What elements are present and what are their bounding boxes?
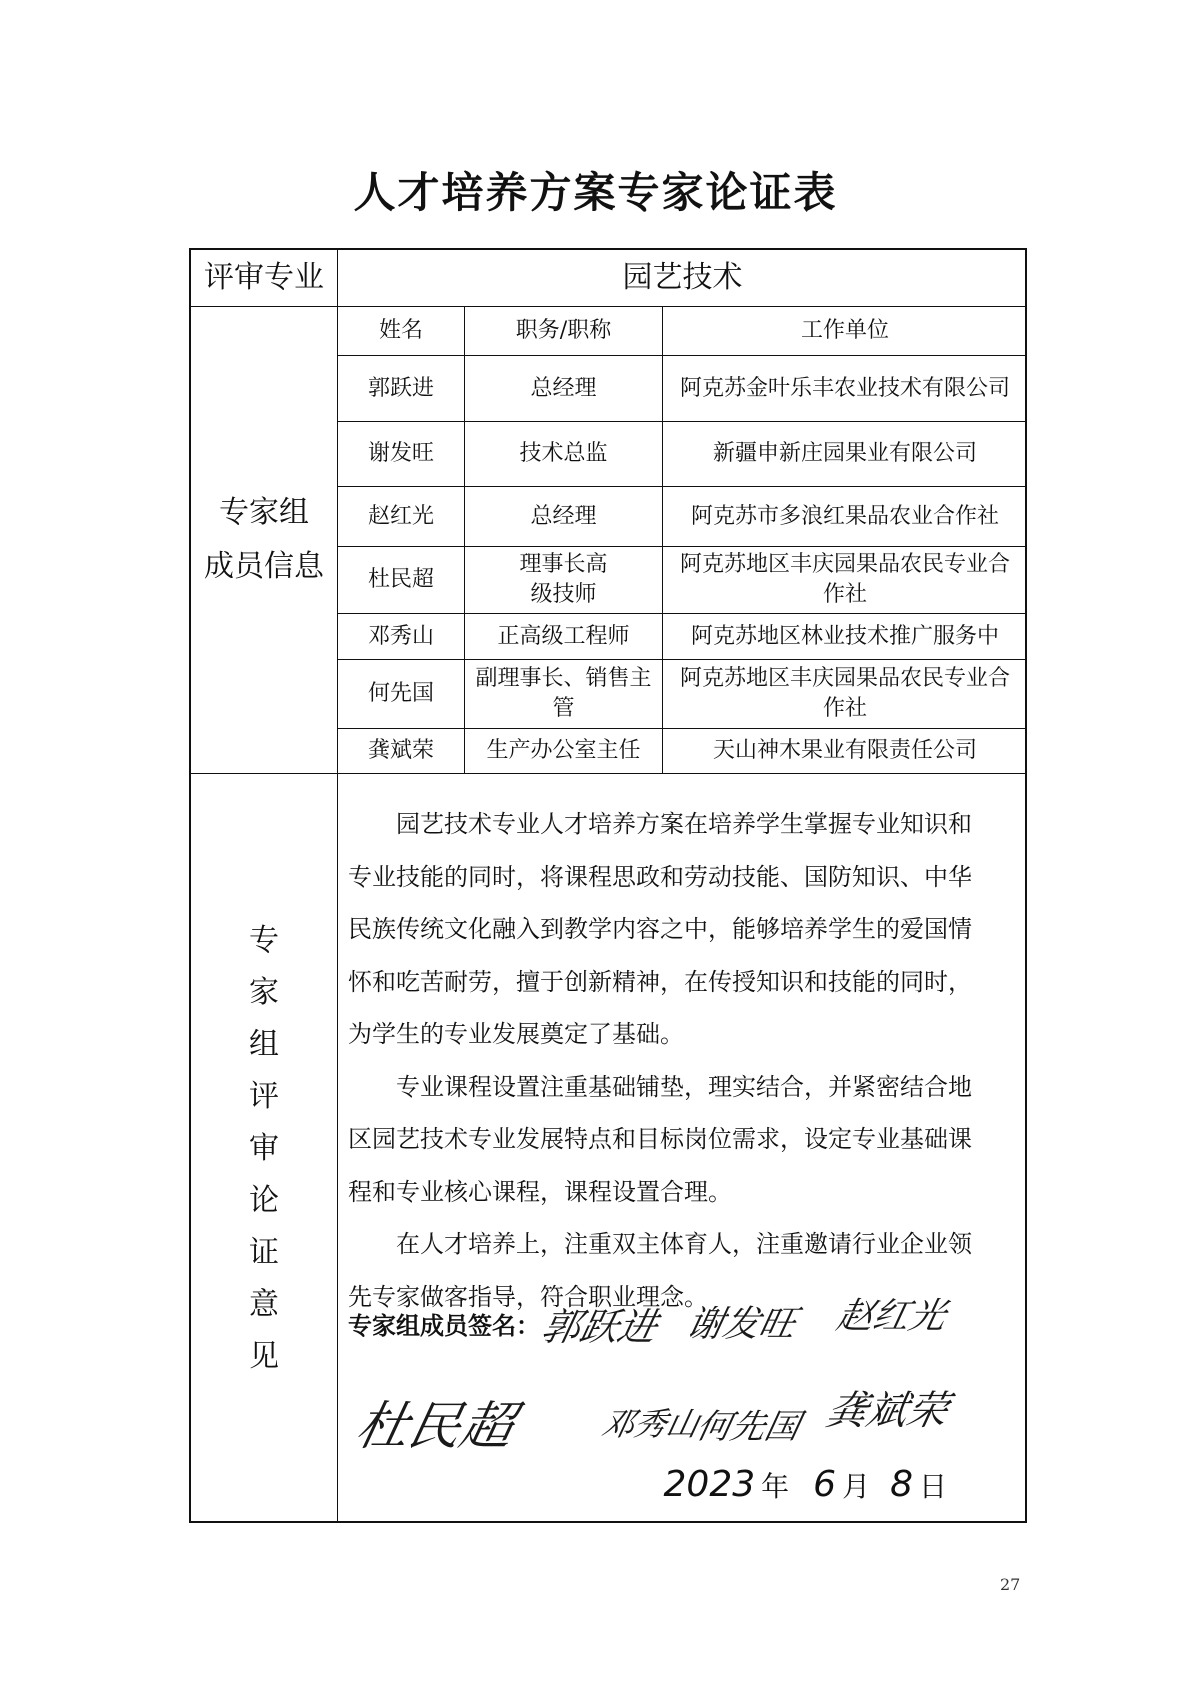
member-position: 理事长高级技师	[465, 547, 663, 614]
header-unit: 工作单位	[663, 307, 1027, 356]
member-unit: 天山神木果业有限责任公司	[663, 729, 1027, 774]
expert-review-form	[189, 248, 1027, 1523]
date-month: 6	[813, 1464, 837, 1505]
member-position: 正高级工程师	[465, 614, 663, 660]
member-unit: 阿克苏金叶乐丰农业技术有限公司	[663, 356, 1027, 422]
major-value: 园艺技术	[338, 250, 1027, 307]
date-year-unit: 年	[761, 1470, 790, 1503]
opinion-label-char: 论	[249, 1182, 279, 1218]
signature-label: 专家组成员签名：	[348, 1311, 540, 1340]
member-unit: 新疆申新庄园果业有限公司	[663, 422, 1027, 487]
opinion-paragraph: 在人才培养上，注重双主体育人，注重邀请行业企业领先专家做客指导，符合职业理念。	[348, 1230, 972, 1311]
member-position: 生产办公室主任	[465, 729, 663, 774]
date-day-unit: 日	[918, 1470, 947, 1503]
member-position: 副理事长、销售主管	[465, 660, 663, 729]
page-number: 27	[1000, 1575, 1021, 1594]
opinion-label-char: 专	[249, 922, 279, 958]
opinion-label-char: 评	[249, 1078, 279, 1114]
members-label-line1: 专家组	[219, 494, 309, 530]
member-name: 龚斌荣	[338, 729, 465, 774]
signing-date	[664, 1464, 947, 1505]
handwritten-signature: 何先国	[693, 1407, 804, 1447]
major-label: 评审专业	[191, 250, 338, 307]
opinion-label-char: 证	[249, 1234, 279, 1270]
member-unit: 阿克苏地区丰庆园果品农民专业合作社	[663, 660, 1027, 729]
opinion-label	[191, 774, 338, 1523]
members-label	[191, 307, 338, 774]
member-name: 赵红光	[338, 487, 465, 547]
member-name: 谢发旺	[338, 422, 465, 487]
opinion-body	[338, 774, 1027, 1523]
header-position: 职务/职称	[465, 307, 663, 356]
handwritten-signature: 龚斌荣	[822, 1388, 953, 1434]
member-position: 总经理	[465, 487, 663, 547]
opinion-label-char: 组	[249, 1026, 279, 1062]
handwritten-signature: 邓秀山	[598, 1405, 703, 1443]
members-label-line2: 成员信息	[204, 549, 324, 584]
opinion-label-char: 意	[249, 1286, 279, 1322]
member-name: 郭跃进	[338, 356, 465, 422]
member-name: 邓秀山	[338, 614, 465, 660]
handwritten-signature: 郭跃进	[537, 1305, 661, 1349]
member-name: 杜民超	[338, 547, 465, 614]
handwritten-signature: 杜民超	[350, 1397, 520, 1457]
handwritten-signature: 谢发旺	[683, 1304, 800, 1345]
member-position: 总经理	[465, 356, 663, 422]
document-title: 人才培养方案专家论证表	[353, 168, 838, 217]
handwritten-signature: 赵红光	[833, 1296, 950, 1337]
member-unit: 阿克苏市多浪红果品农业合作社	[663, 487, 1027, 547]
date-day: 8	[890, 1464, 913, 1505]
opinion-label-char: 审	[249, 1130, 279, 1166]
member-unit: 阿克苏地区林业技术推广服务中	[663, 614, 1027, 660]
opinion-label-char: 家	[249, 974, 279, 1010]
member-name: 何先国	[338, 660, 465, 729]
opinion-paragraph: 园艺技术专业人才培养方案在培养学生掌握专业知识和专业技能的同时，将课程思政和劳动技能、国防知识、中华民族传统文化融入到教学内容之中，能够培养学生的爱国情怀和吃苦耐劳，擅于创新精神，在传授知识和技能的同时，为学生的专业发展奠定了基础。	[348, 810, 972, 1048]
opinion-paragraph: 专业课程设置注重基础铺垫，理实结合，并紧密结合地区园艺技术专业发展特点和目标岗位需求，设定专业基础课程和专业核心课程，课程设置合理。	[348, 1072, 972, 1206]
date-month-unit: 月	[842, 1470, 871, 1503]
header-name: 姓名	[338, 307, 465, 356]
member-position: 技术总监	[465, 422, 663, 487]
opinion-label-char: 见	[249, 1338, 279, 1374]
date-year: 2023	[663, 1464, 756, 1505]
member-unit: 阿克苏地区丰庆园果品农民专业合作社	[663, 547, 1027, 614]
